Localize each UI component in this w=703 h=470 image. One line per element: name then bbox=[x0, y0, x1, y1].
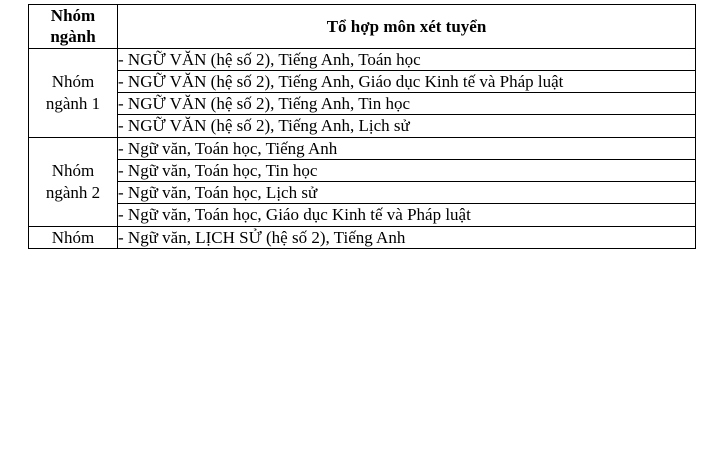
group-label-line-2: ngành 1 bbox=[45, 93, 101, 113]
group-label-cell-1 bbox=[29, 48, 118, 137]
table-row bbox=[29, 115, 696, 137]
group-label-line-2: ngành 2 bbox=[45, 182, 101, 202]
table-row bbox=[29, 204, 696, 226]
group-label-line-1: Nhóm bbox=[51, 161, 95, 181]
table-row bbox=[29, 182, 696, 204]
group-label-line-1: Nhóm bbox=[51, 227, 95, 247]
admission-combinations-table bbox=[28, 4, 696, 249]
combination-cell: - Ngữ văn, Toán học, Giáo dục Kinh tế và Pháp luật bbox=[118, 204, 696, 226]
combination-cell: - Ngữ văn, Toán học, Tiếng Anh bbox=[118, 137, 696, 159]
combination-cell: - Ngữ văn, Toán học, Tin học bbox=[118, 159, 696, 181]
header-group-line-1: Nhóm bbox=[50, 6, 96, 25]
table-row bbox=[29, 93, 696, 115]
combination-cell: - Ngữ văn, LỊCH SỬ (hệ số 2), Tiếng Anh bbox=[118, 226, 696, 248]
header-group-column bbox=[29, 5, 118, 49]
combination-cell: - Ngữ văn, Toán học, Lịch sử bbox=[118, 182, 696, 204]
group-label-cell-3 bbox=[29, 226, 118, 248]
group-label-cell-2 bbox=[29, 137, 118, 226]
combination-cell: - NGỮ VĂN (hệ số 2), Tiếng Anh, Giáo dục Kinh tế và Pháp luật bbox=[118, 70, 696, 92]
table-row bbox=[29, 159, 696, 181]
header-combination-column: Tổ hợp môn xét tuyển bbox=[118, 5, 696, 49]
combination-cell: - NGỮ VĂN (hệ số 2), Tiếng Anh, Lịch sử bbox=[118, 115, 696, 137]
table-header-row bbox=[29, 5, 696, 49]
table-row bbox=[29, 226, 696, 248]
combination-cell: - NGỮ VĂN (hệ số 2), Tiếng Anh, Tin học bbox=[118, 93, 696, 115]
combination-cell: - NGỮ VĂN (hệ số 2), Tiếng Anh, Toán học bbox=[118, 48, 696, 70]
table-row bbox=[29, 70, 696, 92]
group-label-line-1: Nhóm bbox=[51, 72, 95, 92]
table-row bbox=[29, 137, 696, 159]
header-group-line-2: ngành bbox=[50, 27, 96, 47]
table-row bbox=[29, 48, 696, 70]
